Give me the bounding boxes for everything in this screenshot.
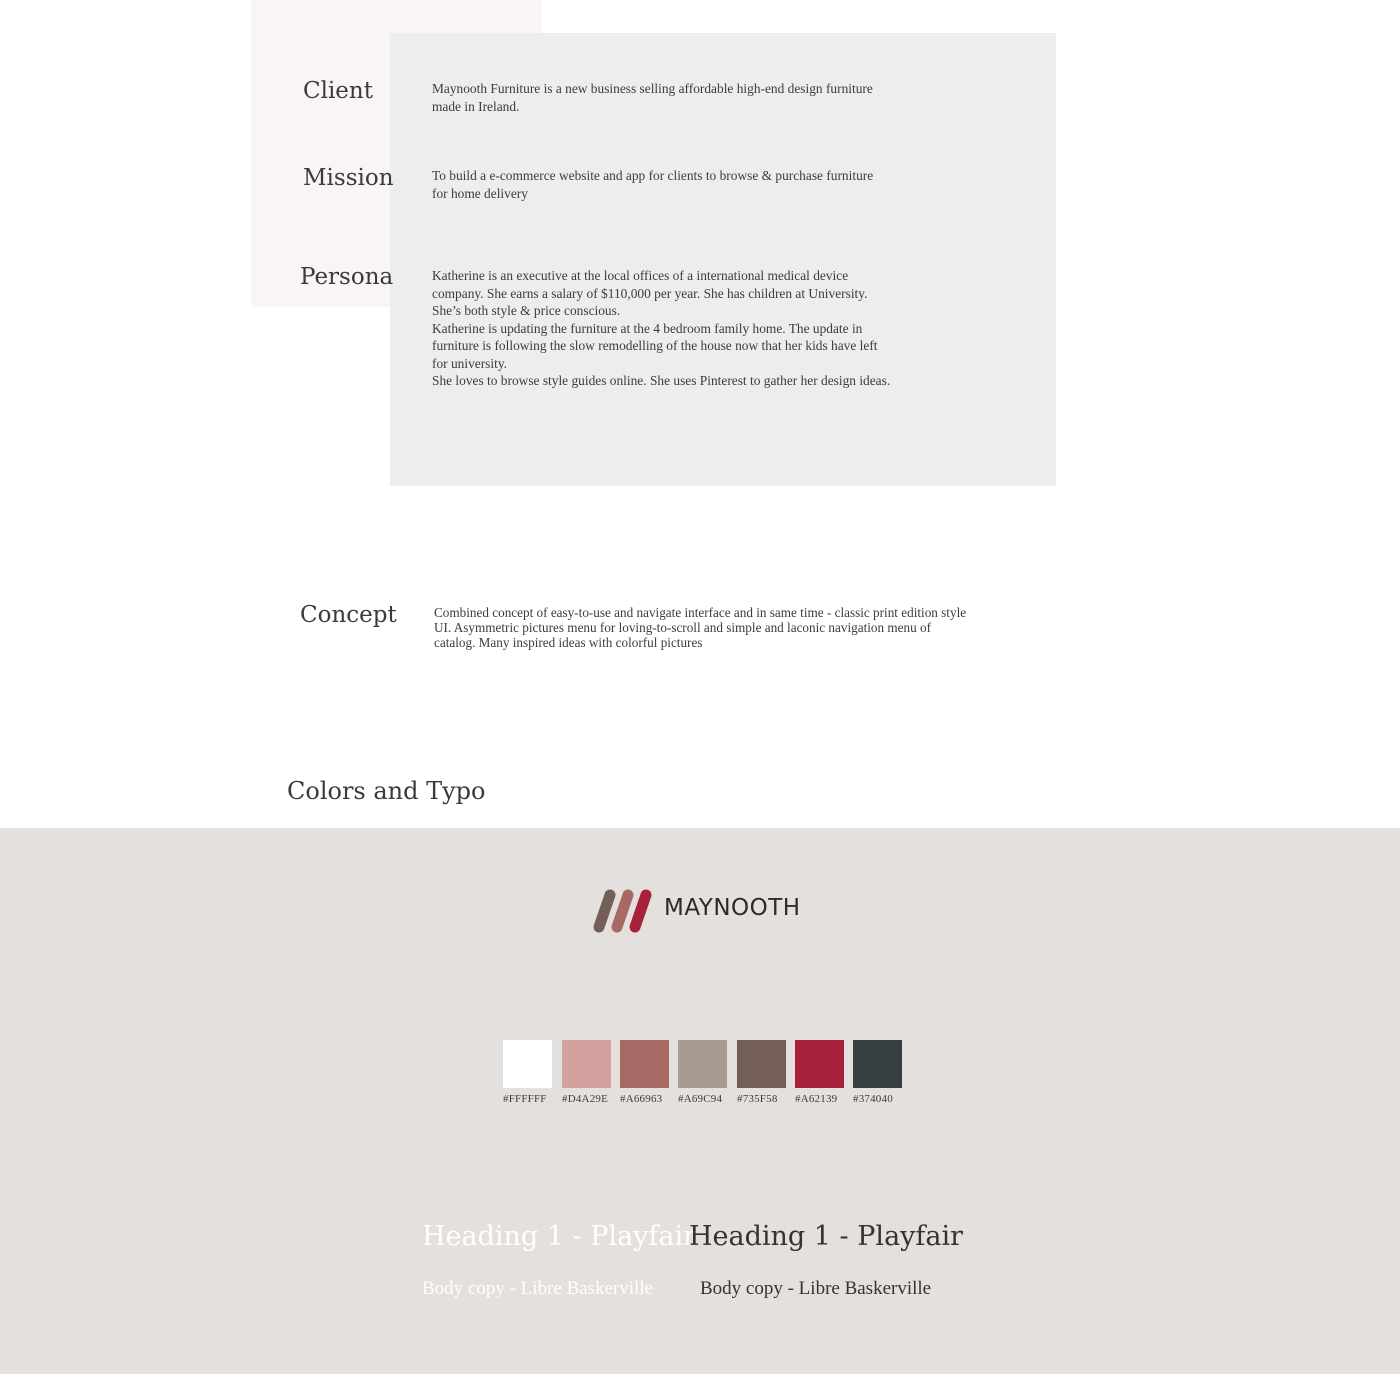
swatch-chip	[678, 1040, 727, 1088]
swatch-code: #FFFFFF	[503, 1093, 547, 1105]
maynooth-logo-icon	[592, 887, 658, 937]
swatch-code: #374040	[853, 1093, 893, 1105]
mission-label: Mission	[303, 165, 394, 191]
heading-sample-dark: Heading 1 - Playfair	[689, 1221, 964, 1252]
swatch-chip	[562, 1040, 611, 1088]
swatch-chip	[737, 1040, 786, 1088]
body-sample-light: Body copy - Libre Baskerville	[422, 1278, 654, 1299]
color-palette	[503, 1040, 923, 1120]
swatch-chip	[620, 1040, 669, 1088]
swatch-code: #A69C94	[678, 1093, 723, 1105]
swatch-code: #A62139	[795, 1093, 838, 1105]
swatch-white	[503, 1040, 561, 1105]
swatch-taupe	[678, 1040, 736, 1105]
client-label: Client	[303, 78, 373, 104]
swatch-brown	[737, 1040, 795, 1105]
mission-text: To build a e-commerce website and app for clients to browse & purchase furniture for home delivery	[432, 168, 874, 201]
swatch-light-pink	[562, 1040, 620, 1105]
swatch-chip	[795, 1040, 844, 1088]
swatch-code: #735F58	[737, 1093, 778, 1105]
concept-label: Concept	[300, 602, 397, 628]
swatch-crimson	[795, 1040, 853, 1105]
heading-sample-light: Heading 1 - Playfair	[422, 1221, 697, 1252]
body-sample-dark: Body copy - Libre Baskerville	[700, 1278, 932, 1299]
swatch-code: #A66963	[620, 1093, 663, 1105]
concept-text: Combined concept of easy-to-use and navigate interface and in same time - classic print edition style UI. Asymmetric pictures menu for loving-to-scroll and simple and laconic navigation menu of catalog. Many inspired ideas with colorful pictures	[434, 605, 967, 650]
swatch-chip	[853, 1040, 902, 1088]
persona-label: Persona	[300, 264, 394, 290]
brand-logo	[592, 887, 832, 937]
swatch-code: #D4A29E	[562, 1093, 609, 1105]
client-text: Maynooth Furniture is a new business selling affordable high-end design furniture made in Ireland.	[432, 81, 873, 114]
logo-wordmark: MAYNOOTH	[664, 895, 801, 921]
swatch-chip	[503, 1040, 552, 1088]
swatch-charcoal	[853, 1040, 911, 1105]
colors-typo-heading: Colors and Typo	[287, 777, 486, 805]
persona-text: Katherine is an executive at the local offices of a international medical device company. She earns a salary of $110,000 per year. She has children at University. She’s both style & price conscious. Katherine is updating the furniture at the 4 bedroom family home. The update in furniture is following the slow remodelling of the house now that her kids have left for university. She loves to browse style guides online. She uses Pinterest to gather her design ideas.	[432, 268, 891, 388]
swatch-rose	[620, 1040, 678, 1105]
